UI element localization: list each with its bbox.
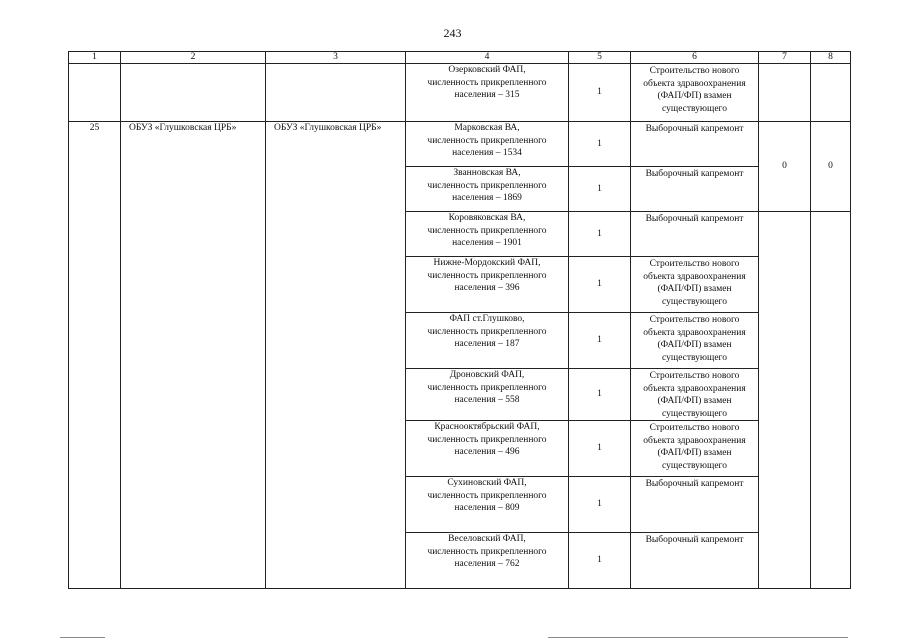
empty-cell <box>759 64 811 122</box>
work-line: Выборочный капремонт <box>645 479 744 489</box>
facility-cell <box>406 64 569 122</box>
work-line: (ФАП/ФП) взамен <box>657 284 732 294</box>
facility-line: населения – 558 <box>454 395 520 405</box>
work-line: (ФАП/ФП) взамен <box>657 448 732 458</box>
facility-line: численность прикрепленного <box>427 490 547 501</box>
column-number-7: 7 <box>759 52 811 64</box>
work-line: Выборочный капремонт <box>645 535 744 545</box>
column-7-value: 0 <box>759 122 811 212</box>
count-cell: 1 <box>569 477 631 533</box>
facility-line: Марковская ВА, <box>454 123 520 133</box>
facility-cell <box>406 421 569 477</box>
count-cell: 1 <box>569 369 631 421</box>
facility-line: населения – 187 <box>454 339 520 349</box>
facility-cell <box>406 369 569 421</box>
work-cell <box>631 477 759 533</box>
work-cell <box>631 313 759 369</box>
work-line: Строительство нового <box>649 315 740 325</box>
work-line: объекта здравоохранения <box>643 327 746 338</box>
facility-line: населения – 762 <box>454 559 520 569</box>
facility-line: ФАП ст.Глушково, <box>449 314 525 324</box>
facility-line: Дроновский ФАП, <box>449 370 525 380</box>
empty-cell <box>759 212 811 589</box>
facility-line: населения – 809 <box>454 503 520 513</box>
work-line: Выборочный капремонт <box>645 124 744 134</box>
count-cell: 1 <box>569 167 631 212</box>
work-line: существующего <box>662 460 727 471</box>
count-cell: 1 <box>569 313 631 369</box>
allocation-table <box>68 51 851 589</box>
scan-edge-line <box>548 637 848 638</box>
work-line: Строительство нового <box>649 423 740 433</box>
header-row <box>69 52 851 64</box>
work-cell <box>631 212 759 257</box>
facility-row <box>69 122 851 167</box>
work-line: Выборочный капремонт <box>645 214 744 224</box>
recipient-name: ОБУЗ «Глушковская ЦРБ» <box>266 122 406 589</box>
column-number-2: 2 <box>121 52 266 64</box>
facility-line: Коровяковская ВА, <box>448 213 526 223</box>
work-line: Строительство нового <box>649 371 740 381</box>
empty-cell <box>811 64 851 122</box>
facility-line: Краснооктябрьский ФАП, <box>434 422 540 432</box>
count-cell: 1 <box>569 212 631 257</box>
work-cell <box>631 122 759 167</box>
work-line: объекта здравоохранения <box>643 383 746 394</box>
work-line: Строительство нового <box>649 66 740 76</box>
facility-cell <box>406 167 569 212</box>
count-cell: 1 <box>569 64 631 122</box>
facility-cell <box>406 257 569 313</box>
work-line: объекта здравоохранения <box>643 435 746 446</box>
work-line: (ФАП/ФП) взамен <box>657 396 732 406</box>
facility-line: численность прикрепленного <box>427 546 547 557</box>
column-number-8: 8 <box>811 52 851 64</box>
work-line: существующего <box>662 408 727 419</box>
facility-cell <box>406 212 569 257</box>
work-cell <box>631 257 759 313</box>
organization-name: ОБУЗ «Глушковская ЦРБ» <box>121 122 266 589</box>
facility-line: численность прикрепленного <box>427 270 547 281</box>
work-cell <box>631 421 759 477</box>
scan-edge-line <box>60 637 105 638</box>
work-line: существующего <box>662 296 727 307</box>
work-cell <box>631 167 759 212</box>
facility-cell <box>406 533 569 589</box>
facility-name: Озерковский ФАП, <box>448 65 526 75</box>
facility-cell <box>406 477 569 533</box>
facility-line: Званновская ВА, <box>453 168 521 178</box>
empty-cell <box>121 64 266 122</box>
work-line: Выборочный капремонт <box>645 169 744 179</box>
facility-line: Сухиновский ФАП, <box>447 478 527 488</box>
facility-line: населения – 396 <box>454 283 520 293</box>
count-cell: 1 <box>569 533 631 589</box>
continued-row <box>69 64 851 122</box>
facility-line: Веселовский ФАП, <box>448 534 526 544</box>
work-cell <box>631 533 759 589</box>
column-number-5: 5 <box>569 52 631 64</box>
work-line: существующего <box>662 352 727 363</box>
facility-line: численность прикрепленного <box>427 382 547 393</box>
facility-line: Нижне-Мордокский ФАП, <box>433 258 541 268</box>
count-cell: 1 <box>569 421 631 477</box>
count-cell: 1 <box>569 257 631 313</box>
work-line: (ФАП/ФП) взамен <box>657 340 732 350</box>
empty-cell <box>69 64 121 122</box>
facility-line: населения – 1901 <box>452 238 522 248</box>
count-cell: 1 <box>569 122 631 167</box>
facility-line: численность прикрепленного <box>427 225 547 236</box>
column-8-value: 0 <box>811 122 851 212</box>
work-line: объекта здравоохранения <box>643 78 746 89</box>
work-line: существующего <box>662 103 727 114</box>
facility-line: численность прикрепленного <box>427 180 547 191</box>
work-line: объекта здравоохранения <box>643 271 746 282</box>
work-cell <box>631 369 759 421</box>
column-number-6: 6 <box>631 52 759 64</box>
facility-population: населения – 315 <box>454 90 520 100</box>
empty-cell <box>266 64 406 122</box>
column-number-3: 3 <box>266 52 406 64</box>
column-number-4: 4 <box>406 52 569 64</box>
facility-line: численность прикрепленного <box>427 434 547 445</box>
work-line: (ФАП/ФП) взамен <box>657 91 732 101</box>
column-number-1: 1 <box>69 52 121 64</box>
page-number: 243 <box>443 26 462 40</box>
empty-cell <box>811 212 851 589</box>
facility-line: численность прикрепленного <box>427 326 547 337</box>
facility-text: численность прикрепленного <box>427 77 547 88</box>
facility-line: населения – 496 <box>454 447 520 457</box>
work-line: Строительство нового <box>649 259 740 269</box>
row-number: 25 <box>69 122 121 589</box>
facility-cell <box>406 122 569 167</box>
work-cell <box>631 64 759 122</box>
facility-line: населения – 1869 <box>452 193 522 203</box>
facility-line: численность прикрепленного <box>427 135 547 146</box>
facility-line: населения – 1534 <box>452 148 522 158</box>
facility-cell <box>406 313 569 369</box>
